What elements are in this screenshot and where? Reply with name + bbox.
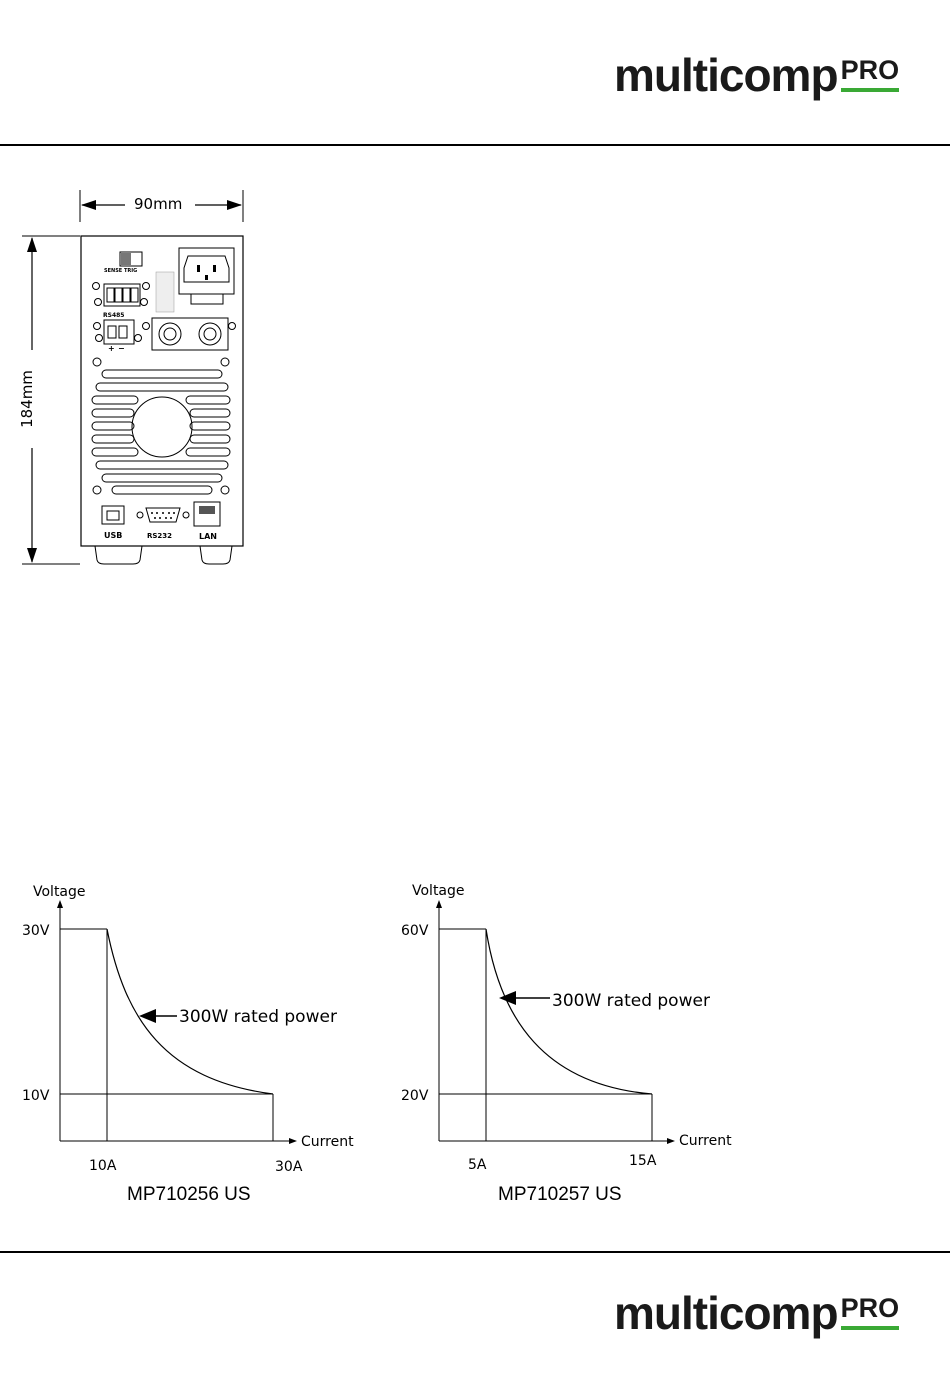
chart2-title: MP710257 US (498, 1184, 622, 1205)
chart1-ylabel: Voltage (33, 884, 86, 900)
chart2-y-arrow (436, 900, 442, 908)
chart2-ylabel: Voltage (412, 883, 465, 899)
chart2-xtick-2: 15A (629, 1153, 657, 1169)
chart1-annotation: 300W rated power (179, 1007, 337, 1027)
chart1-xtick-1: 10A (89, 1158, 117, 1174)
chart2-power-curve (486, 929, 652, 1094)
chart-mp710256 (0, 870, 380, 1175)
usb-label: USB (104, 531, 123, 540)
chart2-annotation: 300W rated power (552, 991, 710, 1011)
chart2-ytick-top: 60V (401, 923, 429, 939)
rs485-label: RS485 (103, 312, 125, 319)
chart1-title: MP710256 US (127, 1184, 251, 1205)
width-dimension-label: 90mm (134, 195, 183, 213)
rs485-minus-label: − (118, 344, 125, 353)
rs485-plus-label: + (108, 344, 115, 353)
chart1-xlabel: Current (301, 1134, 354, 1150)
rs232-label: RS232 (147, 532, 173, 540)
bottom-rule (0, 1251, 950, 1253)
chart1-y-arrow (57, 900, 63, 908)
brand-suffix: PRO (841, 57, 900, 92)
chart1-ytick-top: 30V (22, 923, 50, 939)
brand-logo-top (614, 49, 900, 101)
sense-trig-label: SENSE TRIG (104, 268, 138, 274)
brand-suffix-bottom: PRO (841, 1295, 900, 1330)
brand-name-bottom: multicomp (614, 1287, 838, 1339)
chart2-x-arrow (667, 1138, 675, 1144)
chart-mp710257 (380, 870, 760, 1173)
lan-label: LAN (199, 532, 217, 541)
top-rule (0, 144, 950, 146)
chart1-x-arrow (289, 1138, 297, 1144)
brand-name: multicomp (614, 49, 838, 101)
rear-panel-drawing (0, 180, 300, 580)
chart2-xlabel: Current (679, 1133, 732, 1149)
chart1-xtick-2: 30A (275, 1159, 303, 1175)
rear-panel-svg (0, 180, 300, 580)
chart2-xtick-1: 5A (468, 1157, 487, 1173)
chart2-ytick-low: 20V (401, 1088, 429, 1104)
brand-logo-bottom (614, 1287, 900, 1339)
height-dimension-label: 184mm (17, 370, 36, 428)
chart1-ytick-low: 10V (22, 1088, 50, 1104)
